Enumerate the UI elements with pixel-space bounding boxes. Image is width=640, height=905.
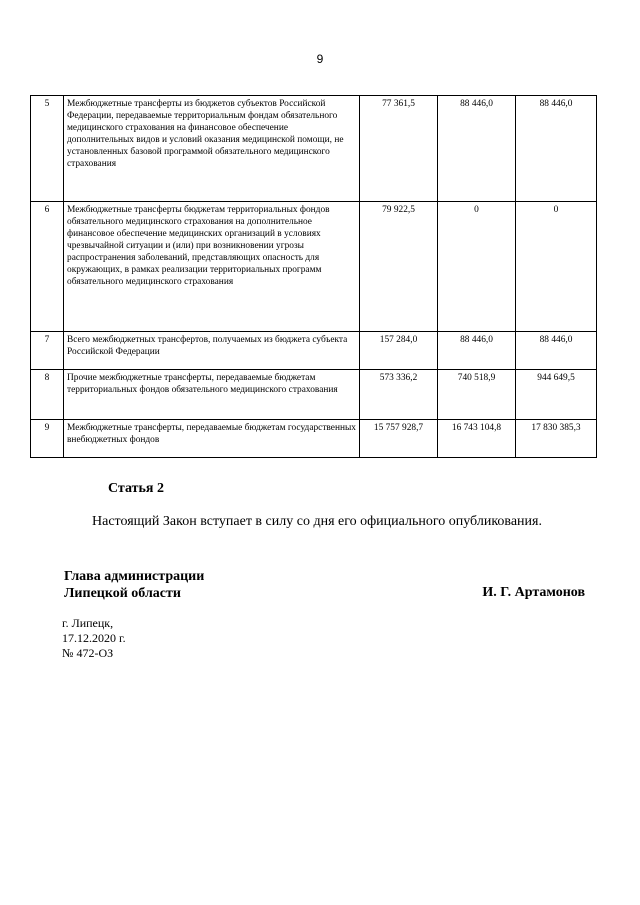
value-cell: 79 922,5 xyxy=(360,202,438,332)
signatory-position xyxy=(64,568,204,602)
value-cell: 740 518,9 xyxy=(438,370,516,420)
value-cell: 88 446,0 xyxy=(516,332,597,370)
value-cell: 15 757 928,7 xyxy=(360,420,438,458)
table-row xyxy=(31,96,597,202)
value-cell: 88 446,0 xyxy=(438,96,516,202)
signer-name: И. Г. Артамонов xyxy=(482,585,585,600)
table-row xyxy=(31,202,597,332)
row-number: 6 xyxy=(31,202,64,332)
table-row xyxy=(31,370,597,420)
transfers-table xyxy=(30,95,597,458)
table-row xyxy=(31,420,597,458)
date: 17.12.2020 г. xyxy=(62,631,126,645)
table-row xyxy=(31,332,597,370)
value-cell: 944 649,5 xyxy=(516,370,597,420)
value-cell: 157 284,0 xyxy=(360,332,438,370)
page-number: 9 xyxy=(316,52,324,66)
row-number: 8 xyxy=(31,370,64,420)
row-number: 7 xyxy=(31,332,64,370)
value-cell: 0 xyxy=(438,202,516,332)
row-description: Межбюджетные трансферты бюджетам территориальных фондов обязательного медицинского страхования на дополнительное финансовое обеспечение медицинских организаций в условиях чрезвычайной ситуации и (или) при возникновении угрозы распространения заболеваний, представляющих опасность для окружающих, в рамках реализации территориальных программ обязательного медицинского страхования xyxy=(64,202,360,332)
city: г. Липецк, xyxy=(62,616,114,630)
law-number: № 472-ОЗ xyxy=(62,646,114,660)
position-line: Липецкой области xyxy=(64,586,181,601)
position-line: Глава администрации xyxy=(64,569,205,584)
row-number: 9 xyxy=(31,420,64,458)
place-date-block xyxy=(62,616,126,661)
value-cell: 88 446,0 xyxy=(516,96,597,202)
value-cell: 88 446,0 xyxy=(438,332,516,370)
value-cell: 17 830 385,3 xyxy=(516,420,597,458)
value-cell: 16 743 104,8 xyxy=(438,420,516,458)
value-cell: 0 xyxy=(516,202,597,332)
row-description: Межбюджетные трансферты, передаваемые бюджетам государственных внебюджетных фондов xyxy=(64,420,360,458)
row-description: Прочие межбюджетные трансферты, передаваемые бюджетам территориальных фондов обязательного медицинского страхования xyxy=(64,370,360,420)
article-text: Настоящий Закон вступает в силу со дня его официального опубликования. xyxy=(92,514,542,529)
row-number: 5 xyxy=(31,96,64,202)
value-cell: 573 336,2 xyxy=(360,370,438,420)
row-description: Межбюджетные трансферты из бюджетов субъектов Российской Федерации, передаваемые территориальным фондам обязательного медицинского страхования на финансовое обеспечение дополнительных видов и условий оказания медицинской помощи, не установленных базовой программой обязательного медицинского страхования xyxy=(64,96,360,202)
value-cell: 77 361,5 xyxy=(360,96,438,202)
article-title: Статья 2 xyxy=(108,481,164,496)
row-description: Всего межбюджетных трансфертов, получаемых из бюджета субъекта Российской Федерации xyxy=(64,332,360,370)
